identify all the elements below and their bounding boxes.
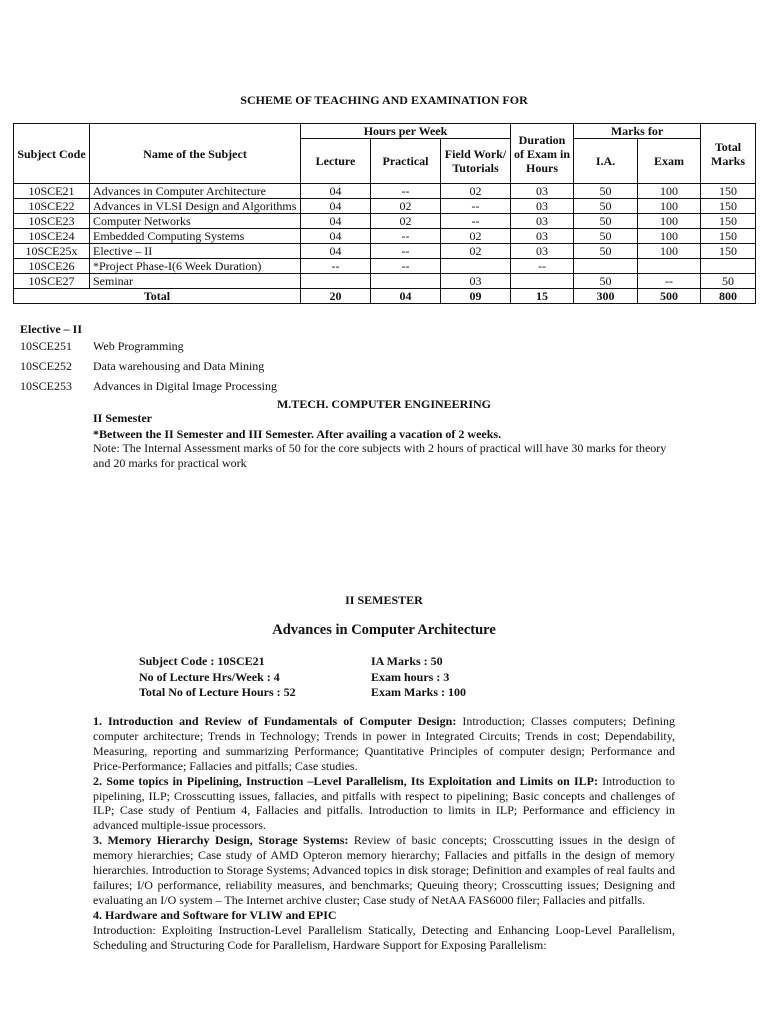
cell-exam: -- <box>638 274 701 289</box>
cell-name: Computer Networks <box>90 214 301 229</box>
unit-paragraph <box>93 833 675 908</box>
cell-name: Advances in VLSI Design and Algorithms <box>90 199 301 214</box>
header-name: Name of the Subject <box>90 124 301 184</box>
elective-code: 10SCE253 <box>20 379 73 393</box>
unit-body: Introduction to pipelining, ILP; Crosscutting issues, fallacies, and pitfalls with respect to pipelining; Basic concepts and challenges of ILP; Case study of Pentium 4, Fallacies and pitfalls. Introduction to limits in ILP; Performance and efficiency in advanced multiple-issue processors. <box>93 773 676 833</box>
cell-lecture: 04 <box>301 199 371 214</box>
list-item <box>20 359 264 374</box>
elective-name: Data warehousing and Data Mining <box>93 359 265 373</box>
header-field-work: Field Work/ Tutorials <box>441 139 511 184</box>
cell-field: 02 <box>441 244 511 259</box>
cell-lecture <box>301 274 371 289</box>
cell-field <box>441 259 511 274</box>
table-row <box>14 229 756 244</box>
scheme-table <box>13 123 756 304</box>
cell-total-field: 09 <box>441 289 511 304</box>
subject-info-left <box>139 654 296 701</box>
cell-duration: -- <box>511 259 574 274</box>
cell-duration: 03 <box>511 199 574 214</box>
cell-ia: 50 <box>574 199 638 214</box>
cell-name: *Project Phase-I(6 Week Duration) <box>90 259 301 274</box>
table-row <box>14 184 756 199</box>
cell-exam: 100 <box>638 184 701 199</box>
subject-info-right <box>371 654 466 701</box>
cell-ia: 50 <box>574 184 638 199</box>
cell-lecture: 04 <box>301 184 371 199</box>
subject-title: Advances in Computer Architecture <box>272 622 496 638</box>
header-lecture: Lecture <box>301 139 371 184</box>
unit-paragraph <box>93 714 675 774</box>
cell-practical: 02 <box>371 214 441 229</box>
total-row <box>14 289 756 304</box>
header-hours-per-week: Hours per Week <box>301 124 511 139</box>
unit-title: 4. Hardware and Software for VLIW and EPIC <box>93 907 337 922</box>
cell-code: 10SCE27 <box>14 274 90 289</box>
section-title: II SEMESTER <box>345 593 423 607</box>
table-row <box>14 214 756 229</box>
cell-practical: -- <box>371 184 441 199</box>
header-exam: Exam <box>638 139 701 184</box>
cell-name: Seminar <box>90 274 301 289</box>
cell-ia: 50 <box>574 244 638 259</box>
subject-code: Subject Code : 10SCE21 <box>139 654 265 668</box>
cell-practical: 02 <box>371 199 441 214</box>
table-row <box>14 259 756 274</box>
list-item <box>20 339 184 354</box>
header-practical: Practical <box>371 139 441 184</box>
ia-note: Note: The Internal Assessment marks of 50 for the core subjects with 2 hours of practical will have 30 marks for theory and 20 marks for practical work <box>93 441 667 470</box>
cell-name: Advances in Computer Architecture <box>90 184 301 199</box>
cell-total-practical: 04 <box>371 289 441 304</box>
cell-ia: 50 <box>574 229 638 244</box>
table-row <box>14 199 756 214</box>
cell-exam: 100 <box>638 229 701 244</box>
cell-exam: 100 <box>638 244 701 259</box>
header-ia: I.A. <box>574 139 638 184</box>
cell-lecture: -- <box>301 259 371 274</box>
cell-total: 150 <box>701 214 756 229</box>
cell-field: 02 <box>441 184 511 199</box>
cell-field: 02 <box>441 229 511 244</box>
elective-code: 10SCE251 <box>20 339 73 353</box>
cell-name: Embedded Computing Systems <box>90 229 301 244</box>
table-row <box>14 274 756 289</box>
elective-name: Web Programming <box>93 339 184 353</box>
elective-name: Advances in Digital Image Processing <box>93 379 277 393</box>
cell-field: -- <box>441 199 511 214</box>
cell-ia <box>574 259 638 274</box>
cell-field: -- <box>441 214 511 229</box>
exam-hours: Exam hours : 3 <box>371 669 450 684</box>
unit-4-text: Introduction: Exploiting Instruction-Level Parallelism Statically, Detecting and Enhancing Loop-Level Parallelism, Scheduling and Structuring Code for Parallelism, Hardware Support for Exposing Parallelism: <box>93 922 675 952</box>
cell-name: Elective – II <box>90 244 301 259</box>
cell-practical: -- <box>371 229 441 244</box>
elective-heading: Elective – II <box>20 322 82 336</box>
cell-ia: 50 <box>574 274 638 289</box>
semester-label: II Semester <box>93 411 152 425</box>
unit-title: 3. Memory Hierarchy Design, Storage Systems: <box>93 833 349 848</box>
cell-duration <box>511 274 574 289</box>
total-hours: Total No of Lecture Hours : 52 <box>139 685 296 699</box>
cell-ia: 50 <box>574 214 638 229</box>
unit-paragraph <box>93 908 675 923</box>
cell-exam: 100 <box>638 199 701 214</box>
cell-code: 10SCE23 <box>14 214 90 229</box>
cell-code: 10SCE25x <box>14 244 90 259</box>
cell-total-label: Total <box>14 289 301 304</box>
cell-code: 10SCE22 <box>14 199 90 214</box>
lecture-hours: No of Lecture Hrs/Week : 4 <box>139 669 280 684</box>
cell-total: 150 <box>701 199 756 214</box>
cell-duration: 03 <box>511 229 574 244</box>
cell-total: 150 <box>701 229 756 244</box>
cell-total-exam: 500 <box>638 289 701 304</box>
ia-marks: IA Marks : 50 <box>371 654 443 668</box>
elective-code: 10SCE252 <box>20 359 73 373</box>
cell-total-ia: 300 <box>574 289 638 304</box>
cell-duration: 03 <box>511 244 574 259</box>
unit-paragraph <box>93 774 675 834</box>
unit-body: Introduction; Classes computers; Defining computer architecture; Trends in Technology; Trends in power in Integrated Circuits; Trends in cost; Dependability, Measuring, reporting and summarizing Performance; Quantitative Principles of computer design; Performance and Price-Performance; Fallacies and pitfalls; Case studies. <box>93 714 675 773</box>
cell-exam <box>638 259 701 274</box>
vacation-note: *Between the II Semester and III Semester. After availing a vacation of 2 weeks. <box>93 427 502 441</box>
cell-field: 03 <box>441 274 511 289</box>
exam-marks: Exam Marks : 100 <box>371 685 466 699</box>
cell-total-lecture: 20 <box>301 289 371 304</box>
cell-lecture: 04 <box>301 244 371 259</box>
list-item <box>20 379 277 394</box>
cell-practical: -- <box>371 259 441 274</box>
table-row <box>14 244 756 259</box>
cell-total <box>701 259 756 274</box>
cell-code: 10SCE21 <box>14 184 90 199</box>
cell-total-duration: 15 <box>511 289 574 304</box>
unit-title: 1. Introduction and Review of Fundamentals of Computer Design: <box>93 714 457 728</box>
cell-lecture: 04 <box>301 214 371 229</box>
header-marks-for: Marks for <box>574 124 701 139</box>
cell-duration: 03 <box>511 184 574 199</box>
syllabus-units <box>93 714 675 953</box>
cell-duration: 03 <box>511 214 574 229</box>
cell-total-marks: 800 <box>701 289 756 304</box>
scheme-title: SCHEME OF TEACHING AND EXAMINATION FOR <box>240 93 528 107</box>
unit-body: Review of basic concepts; Crosscutting issues in the design of memory hierarchies; Case study of AMD Opteron memory hierarchy; Fallacies and pitfalls in the design of memory hierarchies. Introduction to Storage Systems; Advanced topics in disk storage; Definition and examples of real faults and failures; I/O performance, reliability measures, and benchmarks; Queuing theory; Crosscutting issues; Designing and evaluating an I/O system – The Internet archive cluster; Case study of NetAA FAS6000 filer; Fallacies and pitfalls. <box>93 833 675 907</box>
cell-total: 50 <box>701 274 756 289</box>
cell-lecture: 04 <box>301 229 371 244</box>
unit-title: 2. Some topics in Pipelining, Instruction –Level Parallelism, Its Exploitation and Limits on ILP: <box>93 773 598 788</box>
header-subject-code: Subject Code <box>14 124 90 184</box>
header-total-marks: Total Marks <box>701 124 756 184</box>
cell-total: 150 <box>701 244 756 259</box>
cell-code: 10SCE26 <box>14 259 90 274</box>
program-title: M.TECH. COMPUTER ENGINEERING <box>276 397 491 411</box>
cell-total: 150 <box>701 184 756 199</box>
cell-practical <box>371 274 441 289</box>
header-duration: Duration of Exam in Hours <box>511 124 574 184</box>
cell-practical: -- <box>371 244 441 259</box>
cell-code: 10SCE24 <box>14 229 90 244</box>
cell-exam: 100 <box>638 214 701 229</box>
